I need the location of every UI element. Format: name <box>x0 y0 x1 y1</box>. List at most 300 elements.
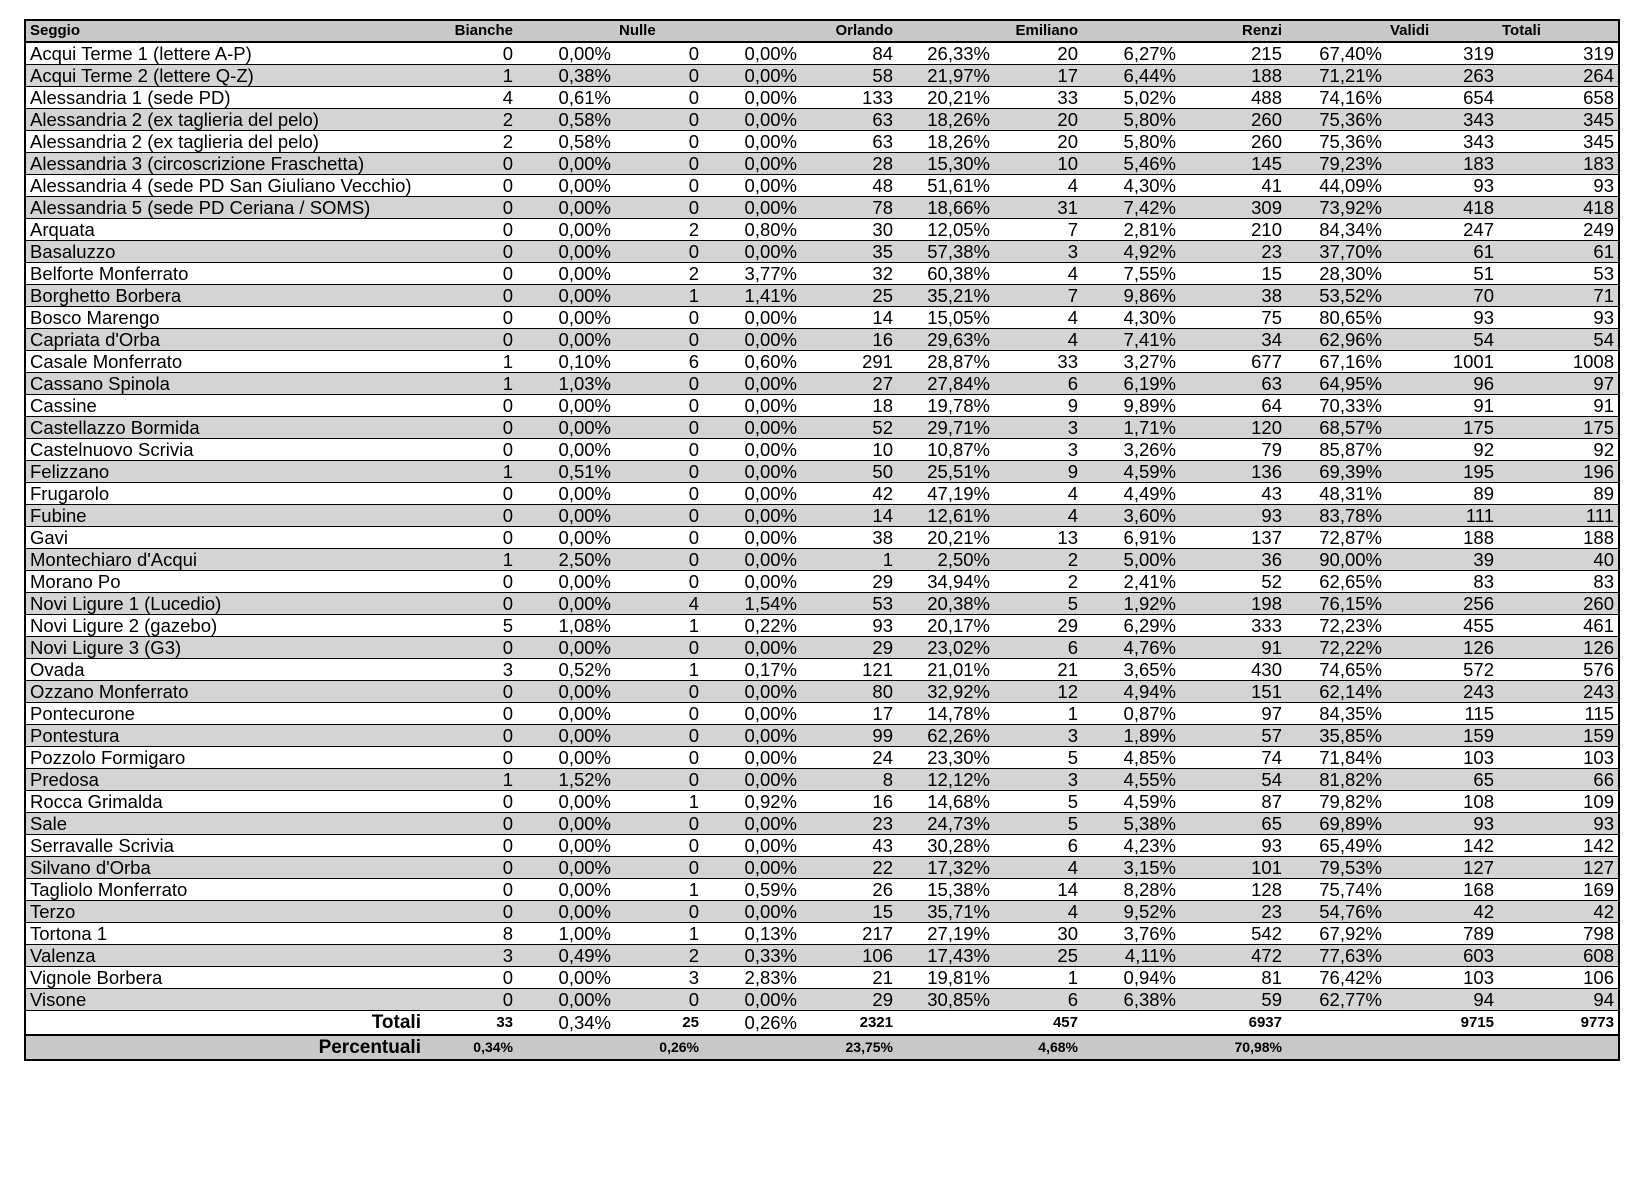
cell-totali: 319 <box>1498 42 1619 65</box>
cell-bianche-pct: 0,00% <box>517 857 615 879</box>
cell-bianche: 0 <box>425 571 517 593</box>
cell-orlando-pct: 32,92% <box>897 681 994 703</box>
table-row <box>25 901 1619 923</box>
cell-bianche: 0 <box>425 241 517 263</box>
cell-emiliano: 12 <box>994 681 1082 703</box>
totals-bianche-pct: 0,34% <box>517 1011 615 1036</box>
cell-validi: 159 <box>1386 725 1498 747</box>
cell-renzi: 198 <box>1180 593 1286 615</box>
cell-emiliano: 17 <box>994 65 1082 87</box>
cell-renzi: 57 <box>1180 725 1286 747</box>
cell-bianche: 0 <box>425 967 517 989</box>
cell-totali: 142 <box>1498 835 1619 857</box>
cell-emiliano-pct: 4,49% <box>1082 483 1180 505</box>
cell-nulle-pct: 0,00% <box>703 857 801 879</box>
cell-orlando-pct: 57,38% <box>897 241 994 263</box>
cell-bianche: 8 <box>425 923 517 945</box>
cell-orlando: 22 <box>801 857 897 879</box>
cell-emiliano-pct: 8,28% <box>1082 879 1180 901</box>
cell-bianche-pct: 0,00% <box>517 307 615 329</box>
cell-emiliano: 20 <box>994 42 1082 65</box>
cell-bianche-pct: 0,00% <box>517 703 615 725</box>
cell-bianche-pct: 0,00% <box>517 571 615 593</box>
cell-renzi-pct: 69,89% <box>1286 813 1386 835</box>
cell-nulle: 0 <box>615 461 703 483</box>
percentages-label: Percentuali <box>25 1035 425 1060</box>
cell-nulle: 0 <box>615 87 703 109</box>
cell-totali: 54 <box>1498 329 1619 351</box>
cell-validi: 39 <box>1386 549 1498 571</box>
cell-bianche-pct: 0,00% <box>517 197 615 219</box>
cell-nulle: 0 <box>615 725 703 747</box>
cell-bianche: 0 <box>425 879 517 901</box>
cell-orlando-pct: 29,71% <box>897 417 994 439</box>
cell-nulle: 2 <box>615 219 703 241</box>
cell-bianche: 0 <box>425 791 517 813</box>
table-row <box>25 637 1619 659</box>
cell-validi: 108 <box>1386 791 1498 813</box>
table-row <box>25 197 1619 219</box>
cell-renzi: 210 <box>1180 219 1286 241</box>
cell-totali: 1008 <box>1498 351 1619 373</box>
cell-orlando: 121 <box>801 659 897 681</box>
cell-nulle-pct: 0,00% <box>703 109 801 131</box>
cell-validi: 115 <box>1386 703 1498 725</box>
cell-totali: 264 <box>1498 65 1619 87</box>
cell-bianche: 1 <box>425 769 517 791</box>
cell-seggio: Alessandria 4 (sede PD San Giuliano Vecchio) <box>25 175 425 197</box>
cell-totali: 89 <box>1498 483 1619 505</box>
cell-emiliano: 3 <box>994 241 1082 263</box>
cell-nulle-pct: 0,00% <box>703 703 801 725</box>
cell-seggio: Ovada <box>25 659 425 681</box>
cell-renzi-pct: 83,78% <box>1286 505 1386 527</box>
cell-seggio: Basaluzzo <box>25 241 425 263</box>
table-row <box>25 42 1619 65</box>
cell-validi: 103 <box>1386 747 1498 769</box>
perc-renzi: 70,98% <box>1180 1035 1286 1060</box>
cell-validi: 243 <box>1386 681 1498 703</box>
cell-emiliano-pct: 5,80% <box>1082 109 1180 131</box>
cell-renzi-pct: 80,65% <box>1286 307 1386 329</box>
cell-totali: 798 <box>1498 923 1619 945</box>
cell-validi: 93 <box>1386 307 1498 329</box>
table-row <box>25 835 1619 857</box>
cell-validi: 96 <box>1386 373 1498 395</box>
table-row <box>25 153 1619 175</box>
cell-nulle: 1 <box>615 923 703 945</box>
cell-bianche: 0 <box>425 439 517 461</box>
cell-emiliano-pct: 5,38% <box>1082 813 1180 835</box>
cell-totali: 83 <box>1498 571 1619 593</box>
cell-nulle-pct: 0,00% <box>703 395 801 417</box>
cell-nulle-pct: 0,59% <box>703 879 801 901</box>
cell-validi: 83 <box>1386 571 1498 593</box>
cell-orlando: 1 <box>801 549 897 571</box>
cell-seggio: Bosco Marengo <box>25 307 425 329</box>
cell-orlando-pct: 15,38% <box>897 879 994 901</box>
cell-renzi: 15 <box>1180 263 1286 285</box>
cell-nulle: 0 <box>615 175 703 197</box>
cell-bianche-pct: 0,51% <box>517 461 615 483</box>
cell-renzi: 333 <box>1180 615 1286 637</box>
cell-bianche-pct: 0,00% <box>517 219 615 241</box>
perc-empty <box>1286 1035 1386 1060</box>
cell-orlando-pct: 15,05% <box>897 307 994 329</box>
table-row <box>25 109 1619 131</box>
cell-renzi: 41 <box>1180 175 1286 197</box>
perc-bianche: 0,34% <box>425 1035 517 1060</box>
cell-seggio: Rocca Grimalda <box>25 791 425 813</box>
cell-orlando-pct: 25,51% <box>897 461 994 483</box>
cell-seggio: Acqui Terme 1 (lettere A-P) <box>25 42 425 65</box>
cell-bianche: 0 <box>425 219 517 241</box>
cell-orlando: 80 <box>801 681 897 703</box>
cell-seggio: Gavi <box>25 527 425 549</box>
cell-orlando: 42 <box>801 483 897 505</box>
cell-orlando-pct: 20,17% <box>897 615 994 637</box>
cell-bianche: 0 <box>425 263 517 285</box>
perc-empty <box>517 1035 615 1060</box>
cell-emiliano-pct: 4,59% <box>1082 461 1180 483</box>
cell-renzi: 65 <box>1180 813 1286 835</box>
cell-renzi-pct: 68,57% <box>1286 417 1386 439</box>
table-row <box>25 659 1619 681</box>
cell-seggio: Cassine <box>25 395 425 417</box>
cell-bianche-pct: 0,38% <box>517 65 615 87</box>
cell-renzi: 488 <box>1180 87 1286 109</box>
table-row <box>25 945 1619 967</box>
cell-seggio: Alessandria 5 (sede PD Ceriana / SOMS) <box>25 197 425 219</box>
cell-emiliano: 9 <box>994 461 1082 483</box>
cell-validi: 319 <box>1386 42 1498 65</box>
cell-nulle-pct: 0,00% <box>703 747 801 769</box>
cell-orlando: 16 <box>801 329 897 351</box>
header-seggio: Seggio <box>25 20 425 42</box>
cell-renzi: 74 <box>1180 747 1286 769</box>
cell-renzi-pct: 62,77% <box>1286 989 1386 1011</box>
cell-validi: 93 <box>1386 175 1498 197</box>
cell-emiliano: 7 <box>994 285 1082 307</box>
cell-renzi-pct: 28,30% <box>1286 263 1386 285</box>
cell-emiliano: 14 <box>994 879 1082 901</box>
cell-nulle-pct: 0,80% <box>703 219 801 241</box>
cell-bianche-pct: 1,03% <box>517 373 615 395</box>
cell-bianche-pct: 0,00% <box>517 263 615 285</box>
cell-totali: 93 <box>1498 813 1619 835</box>
cell-bianche: 1 <box>425 65 517 87</box>
cell-emiliano-pct: 7,41% <box>1082 329 1180 351</box>
cell-seggio: Serravalle Scrivia <box>25 835 425 857</box>
cell-bianche: 0 <box>425 175 517 197</box>
table-row <box>25 307 1619 329</box>
cell-orlando-pct: 17,43% <box>897 945 994 967</box>
cell-emiliano-pct: 4,92% <box>1082 241 1180 263</box>
cell-bianche-pct: 0,00% <box>517 725 615 747</box>
cell-orlando: 93 <box>801 615 897 637</box>
cell-bianche: 3 <box>425 659 517 681</box>
cell-seggio: Silvano d'Orba <box>25 857 425 879</box>
cell-renzi-pct: 75,36% <box>1286 109 1386 131</box>
totals-validi: 9715 <box>1386 1011 1498 1036</box>
cell-orlando: 14 <box>801 307 897 329</box>
cell-validi: 126 <box>1386 637 1498 659</box>
totals-nulle-pct: 0,26% <box>703 1011 801 1036</box>
cell-bianche-pct: 0,00% <box>517 483 615 505</box>
cell-emiliano-pct: 5,00% <box>1082 549 1180 571</box>
cell-emiliano: 6 <box>994 637 1082 659</box>
cell-emiliano: 4 <box>994 483 1082 505</box>
cell-emiliano: 33 <box>994 351 1082 373</box>
cell-bianche-pct: 1,52% <box>517 769 615 791</box>
cell-nulle-pct: 0,00% <box>703 483 801 505</box>
cell-renzi: 34 <box>1180 329 1286 351</box>
cell-renzi: 87 <box>1180 791 1286 813</box>
cell-emiliano-pct: 4,11% <box>1082 945 1180 967</box>
table-row <box>25 967 1619 989</box>
cell-emiliano-pct: 6,27% <box>1082 42 1180 65</box>
cell-emiliano-pct: 6,29% <box>1082 615 1180 637</box>
cell-seggio: Pontestura <box>25 725 425 747</box>
cell-nulle-pct: 0,00% <box>703 901 801 923</box>
cell-bianche-pct: 0,00% <box>517 879 615 901</box>
cell-emiliano-pct: 3,27% <box>1082 351 1180 373</box>
cell-orlando: 25 <box>801 285 897 307</box>
cell-totali: 40 <box>1498 549 1619 571</box>
cell-emiliano: 6 <box>994 989 1082 1011</box>
cell-emiliano: 2 <box>994 549 1082 571</box>
table-row <box>25 549 1619 571</box>
cell-nulle-pct: 0,00% <box>703 131 801 153</box>
cell-nulle-pct: 0,22% <box>703 615 801 637</box>
cell-orlando-pct: 12,61% <box>897 505 994 527</box>
perc-empty <box>1082 1035 1180 1060</box>
cell-orlando: 58 <box>801 65 897 87</box>
cell-nulle-pct: 0,00% <box>703 505 801 527</box>
cell-orlando: 27 <box>801 373 897 395</box>
cell-emiliano: 4 <box>994 307 1082 329</box>
cell-seggio: Alessandria 1 (sede PD) <box>25 87 425 109</box>
cell-bianche: 0 <box>425 681 517 703</box>
perc-orlando: 23,75% <box>801 1035 897 1060</box>
table-row <box>25 373 1619 395</box>
cell-emiliano: 20 <box>994 109 1082 131</box>
cell-nulle: 0 <box>615 483 703 505</box>
cell-nulle: 0 <box>615 65 703 87</box>
cell-seggio: Pozzolo Formigaro <box>25 747 425 769</box>
header-orlando: Orlando <box>801 20 897 42</box>
cell-bianche-pct: 0,49% <box>517 945 615 967</box>
cell-renzi: 23 <box>1180 901 1286 923</box>
cell-orlando-pct: 19,78% <box>897 395 994 417</box>
cell-renzi: 309 <box>1180 197 1286 219</box>
cell-validi: 654 <box>1386 87 1498 109</box>
cell-renzi-pct: 48,31% <box>1286 483 1386 505</box>
cell-emiliano: 29 <box>994 615 1082 637</box>
cell-renzi-pct: 62,14% <box>1286 681 1386 703</box>
cell-emiliano-pct: 4,30% <box>1082 175 1180 197</box>
cell-nulle-pct: 0,00% <box>703 197 801 219</box>
cell-orlando: 35 <box>801 241 897 263</box>
cell-orlando-pct: 34,94% <box>897 571 994 593</box>
cell-nulle-pct: 0,00% <box>703 681 801 703</box>
table-row <box>25 263 1619 285</box>
cell-totali: 608 <box>1498 945 1619 967</box>
cell-renzi: 43 <box>1180 483 1286 505</box>
cell-bianche-pct: 0,00% <box>517 395 615 417</box>
cell-validi: 455 <box>1386 615 1498 637</box>
cell-nulle-pct: 0,17% <box>703 659 801 681</box>
cell-totali: 103 <box>1498 747 1619 769</box>
cell-renzi: 59 <box>1180 989 1286 1011</box>
cell-orlando-pct: 23,02% <box>897 637 994 659</box>
cell-emiliano: 4 <box>994 505 1082 527</box>
cell-emiliano-pct: 1,89% <box>1082 725 1180 747</box>
cell-validi: 343 <box>1386 109 1498 131</box>
cell-nulle-pct: 0,00% <box>703 571 801 593</box>
cell-totali: 260 <box>1498 593 1619 615</box>
cell-nulle: 0 <box>615 109 703 131</box>
cell-nulle: 4 <box>615 593 703 615</box>
perc-empty <box>703 1035 801 1060</box>
table-row <box>25 813 1619 835</box>
cell-bianche: 0 <box>425 153 517 175</box>
cell-seggio: Ozzano Monferrato <box>25 681 425 703</box>
cell-nulle-pct: 0,60% <box>703 351 801 373</box>
cell-bianche: 0 <box>425 637 517 659</box>
cell-orlando: 291 <box>801 351 897 373</box>
totals-totali: 9773 <box>1498 1011 1619 1036</box>
cell-renzi: 97 <box>1180 703 1286 725</box>
cell-validi: 103 <box>1386 967 1498 989</box>
cell-nulle: 2 <box>615 263 703 285</box>
cell-orlando: 29 <box>801 989 897 1011</box>
cell-renzi-pct: 73,92% <box>1286 197 1386 219</box>
perc-nulle: 0,26% <box>615 1035 703 1060</box>
cell-renzi: 101 <box>1180 857 1286 879</box>
cell-bianche-pct: 0,00% <box>517 417 615 439</box>
cell-nulle-pct: 0,33% <box>703 945 801 967</box>
cell-nulle: 0 <box>615 857 703 879</box>
table-row <box>25 131 1619 153</box>
cell-seggio: Valenza <box>25 945 425 967</box>
cell-nulle: 0 <box>615 417 703 439</box>
cell-bianche-pct: 0,00% <box>517 329 615 351</box>
cell-renzi-pct: 69,39% <box>1286 461 1386 483</box>
cell-nulle-pct: 2,83% <box>703 967 801 989</box>
table-row <box>25 329 1619 351</box>
cell-renzi-pct: 85,87% <box>1286 439 1386 461</box>
cell-renzi-pct: 67,16% <box>1286 351 1386 373</box>
cell-seggio: Frugarolo <box>25 483 425 505</box>
cell-emiliano-pct: 0,87% <box>1082 703 1180 725</box>
cell-emiliano-pct: 4,30% <box>1082 307 1180 329</box>
cell-emiliano: 6 <box>994 835 1082 857</box>
perc-emiliano: 4,68% <box>994 1035 1082 1060</box>
cell-orlando: 53 <box>801 593 897 615</box>
cell-emiliano: 2 <box>994 571 1082 593</box>
cell-bianche-pct: 0,10% <box>517 351 615 373</box>
cell-bianche: 0 <box>425 197 517 219</box>
cell-emiliano: 5 <box>994 747 1082 769</box>
cell-orlando-pct: 60,38% <box>897 263 994 285</box>
cell-seggio: Fubine <box>25 505 425 527</box>
cell-renzi: 260 <box>1180 109 1286 131</box>
cell-validi: 418 <box>1386 197 1498 219</box>
cell-emiliano-pct: 1,92% <box>1082 593 1180 615</box>
cell-emiliano-pct: 6,38% <box>1082 989 1180 1011</box>
cell-bianche-pct: 0,00% <box>517 835 615 857</box>
cell-renzi-pct: 81,82% <box>1286 769 1386 791</box>
table-row <box>25 681 1619 703</box>
cell-validi: 188 <box>1386 527 1498 549</box>
cell-seggio: Castelnuovo Scrivia <box>25 439 425 461</box>
cell-totali: 345 <box>1498 131 1619 153</box>
cell-bianche: 0 <box>425 307 517 329</box>
cell-bianche-pct: 0,00% <box>517 285 615 307</box>
cell-orlando: 24 <box>801 747 897 769</box>
cell-nulle-pct: 1,41% <box>703 285 801 307</box>
cell-bianche-pct: 0,00% <box>517 527 615 549</box>
cell-emiliano-pct: 4,59% <box>1082 791 1180 813</box>
totals-emiliano-pct <box>1082 1011 1180 1036</box>
cell-orlando: 52 <box>801 417 897 439</box>
cell-bianche: 0 <box>425 329 517 351</box>
table-row <box>25 351 1619 373</box>
cell-nulle-pct: 0,00% <box>703 835 801 857</box>
cell-orlando-pct: 12,12% <box>897 769 994 791</box>
cell-renzi-pct: 70,33% <box>1286 395 1386 417</box>
cell-orlando-pct: 23,30% <box>897 747 994 769</box>
cell-bianche: 0 <box>425 989 517 1011</box>
cell-renzi-pct: 72,87% <box>1286 527 1386 549</box>
cell-nulle: 3 <box>615 967 703 989</box>
cell-seggio: Novi Ligure 3 (G3) <box>25 637 425 659</box>
cell-validi: 603 <box>1386 945 1498 967</box>
cell-renzi: 151 <box>1180 681 1286 703</box>
cell-totali: 93 <box>1498 307 1619 329</box>
cell-emiliano: 20 <box>994 131 1082 153</box>
cell-bianche: 0 <box>425 527 517 549</box>
cell-orlando-pct: 15,30% <box>897 153 994 175</box>
cell-seggio: Tortona 1 <box>25 923 425 945</box>
cell-renzi: 430 <box>1180 659 1286 681</box>
cell-orlando: 29 <box>801 637 897 659</box>
cell-emiliano-pct: 3,65% <box>1082 659 1180 681</box>
cell-renzi-pct: 53,52% <box>1286 285 1386 307</box>
cell-emiliano-pct: 5,02% <box>1082 87 1180 109</box>
cell-nulle-pct: 0,00% <box>703 527 801 549</box>
cell-validi: 42 <box>1386 901 1498 923</box>
cell-orlando: 50 <box>801 461 897 483</box>
cell-seggio: Novi Ligure 1 (Lucedio) <box>25 593 425 615</box>
cell-orlando-pct: 18,26% <box>897 109 994 131</box>
cell-emiliano: 7 <box>994 219 1082 241</box>
cell-seggio: Tagliolo Monferrato <box>25 879 425 901</box>
table-body <box>25 42 1619 1011</box>
cell-emiliano-pct: 2,81% <box>1082 219 1180 241</box>
cell-orlando-pct: 14,78% <box>897 703 994 725</box>
table-row <box>25 791 1619 813</box>
cell-emiliano: 3 <box>994 439 1082 461</box>
cell-renzi-pct: 79,23% <box>1286 153 1386 175</box>
cell-bianche-pct: 0,00% <box>517 42 615 65</box>
cell-validi: 183 <box>1386 153 1498 175</box>
cell-emiliano: 9 <box>994 395 1082 417</box>
cell-totali: 61 <box>1498 241 1619 263</box>
cell-bianche: 2 <box>425 109 517 131</box>
perc-empty <box>897 1035 994 1060</box>
